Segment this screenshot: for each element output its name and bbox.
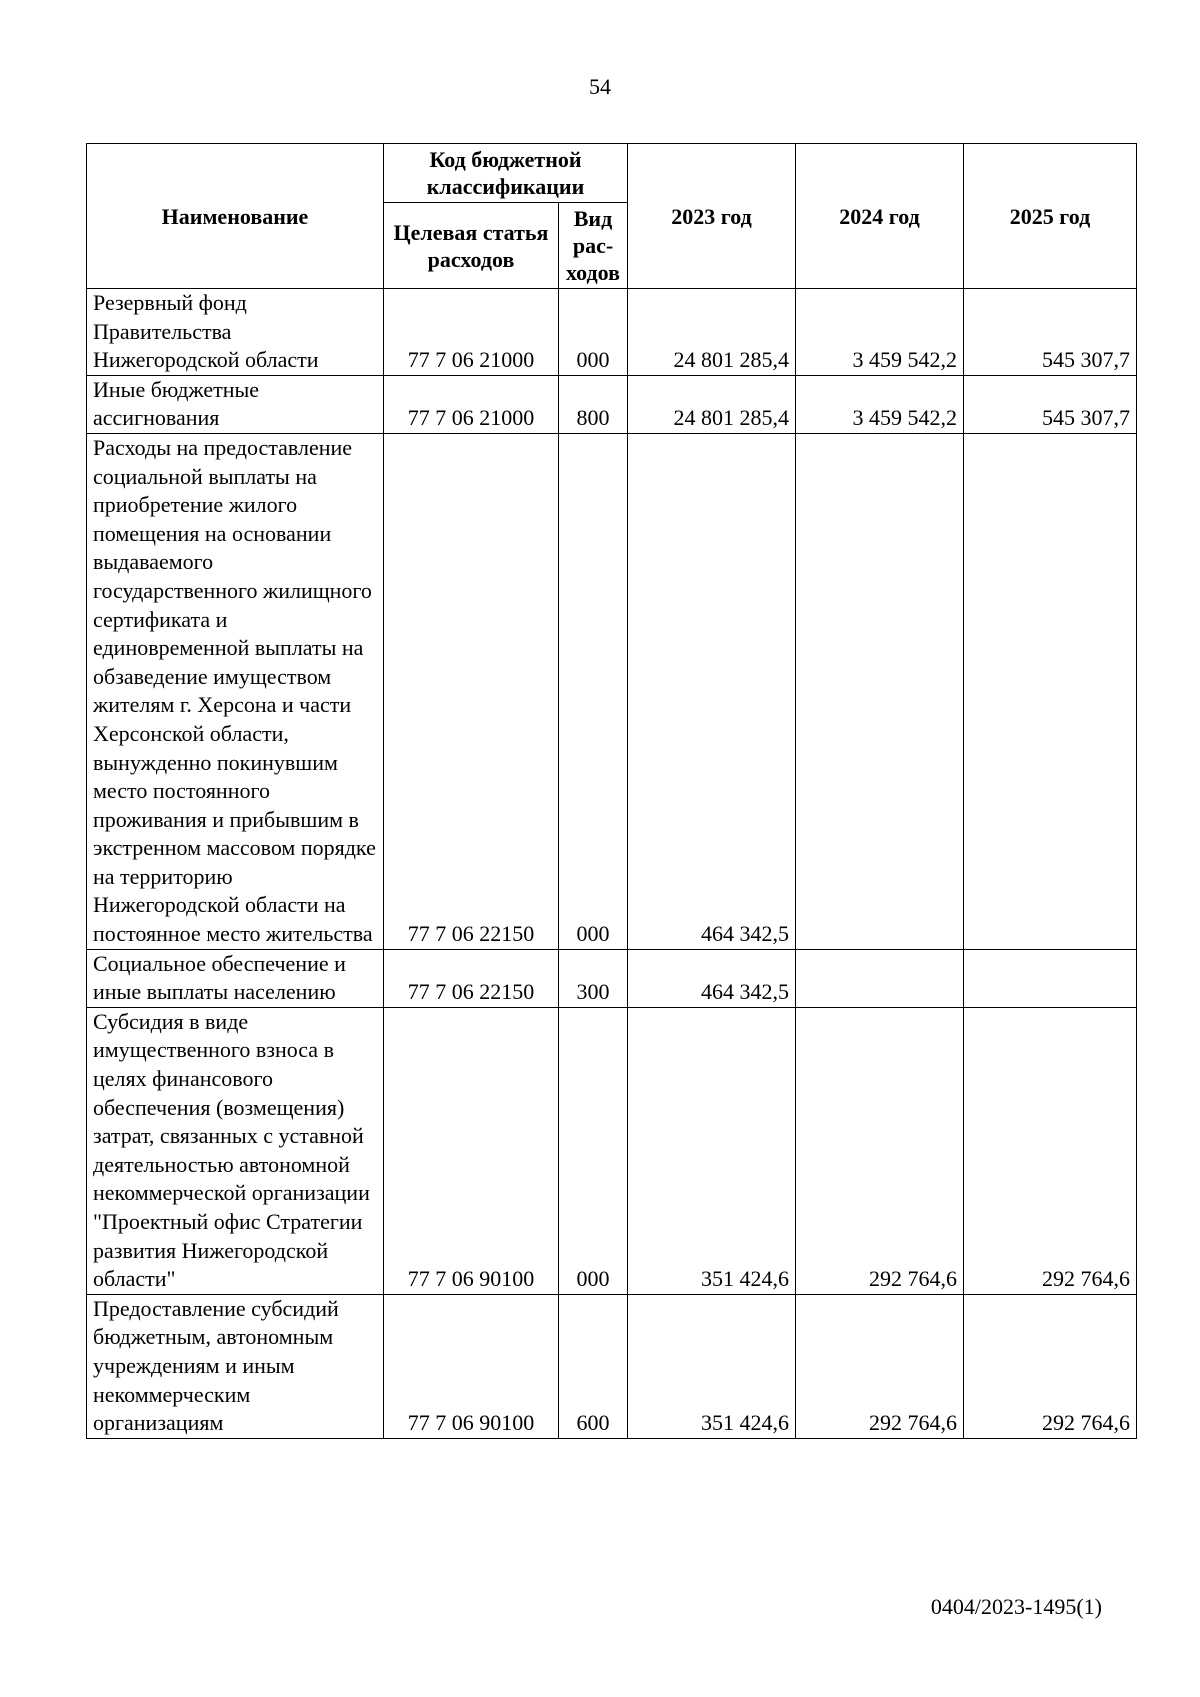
row-2023: 24 801 285,4 — [628, 289, 796, 376]
header-target-article: Целевая статья расходов — [384, 203, 559, 289]
row-2025 — [964, 949, 1137, 1007]
row-expense-type: 000 — [559, 433, 628, 949]
row-2025: 292 764,6 — [964, 1294, 1137, 1438]
table-row — [87, 289, 1137, 376]
row-2023: 464 342,5 — [628, 433, 796, 949]
table-row — [87, 1294, 1137, 1438]
row-2024: 3 459 542,2 — [796, 375, 964, 433]
row-2023: 351 424,6 — [628, 1007, 796, 1294]
header-2024: 2024 год — [796, 144, 964, 289]
row-name: Социальное обеспечение и иные выплаты населению — [87, 949, 384, 1007]
header-row-top — [87, 144, 1137, 203]
row-expense-type: 000 — [559, 289, 628, 376]
row-target-article: 77 7 06 22150 — [384, 949, 559, 1007]
header-2023: 2023 год — [628, 144, 796, 289]
row-name: Иные бюджетные ассигнования — [87, 375, 384, 433]
table-row — [87, 375, 1137, 433]
row-name: Субсидия в виде имущественного взноса в целях финансового обеспечения (возмещения) затрат, связанных с уставной деятельностью автономной некоммерческой организации "Проектный офис Стратегии развития Нижегородской области" — [87, 1007, 384, 1294]
row-2025: 545 307,7 — [964, 289, 1137, 376]
row-2025: 545 307,7 — [964, 375, 1137, 433]
row-target-article: 77 7 06 90100 — [384, 1007, 559, 1294]
row-expense-type: 300 — [559, 949, 628, 1007]
row-expense-type: 000 — [559, 1007, 628, 1294]
row-expense-type: 600 — [559, 1294, 628, 1438]
budget-table — [86, 143, 1137, 1439]
row-expense-type: 800 — [559, 375, 628, 433]
header-expense-type: Вид рас-ходов — [559, 203, 628, 289]
header-code-group: Код бюджетной классификации — [384, 144, 628, 203]
row-name: Резервный фонд Правительства Нижегородской области — [87, 289, 384, 376]
row-target-article: 77 7 06 21000 — [384, 375, 559, 433]
table-row — [87, 1007, 1137, 1294]
page-number: 54 — [589, 74, 611, 99]
row-2024 — [796, 433, 964, 949]
row-name: Предоставление субсидий бюджетным, автономным учреждениям и иным некоммерческим организациям — [87, 1294, 384, 1438]
row-2024 — [796, 949, 964, 1007]
row-2024: 292 764,6 — [796, 1294, 964, 1438]
row-name: Расходы на предоставление социальной выплаты на приобретение жилого помещения на основании выдаваемого государственного жилищного сертификата и единовременной выплаты на обзаведение имуществом жителям г. Херсона и части Херсонской области, вынужденно покинувшим место постоянного проживания и прибывшим в экстренном массовом порядке на территорию Нижегородской области на постоянное место жительства — [87, 433, 384, 949]
row-2024: 292 764,6 — [796, 1007, 964, 1294]
row-2025: 292 764,6 — [964, 1007, 1137, 1294]
row-2023: 464 342,5 — [628, 949, 796, 1007]
row-2024: 3 459 542,2 — [796, 289, 964, 376]
row-target-article: 77 7 06 21000 — [384, 289, 559, 376]
header-name: Наименование — [87, 144, 384, 289]
header-2025: 2025 год — [964, 144, 1137, 289]
row-2023: 351 424,6 — [628, 1294, 796, 1438]
table-row — [87, 433, 1137, 949]
document-registration-code: 0404/2023-1495(1) — [930, 1594, 1102, 1619]
table-row — [87, 949, 1137, 1007]
row-target-article: 77 7 06 90100 — [384, 1294, 559, 1438]
row-target-article: 77 7 06 22150 — [384, 433, 559, 949]
row-2025 — [964, 433, 1137, 949]
row-2023: 24 801 285,4 — [628, 375, 796, 433]
